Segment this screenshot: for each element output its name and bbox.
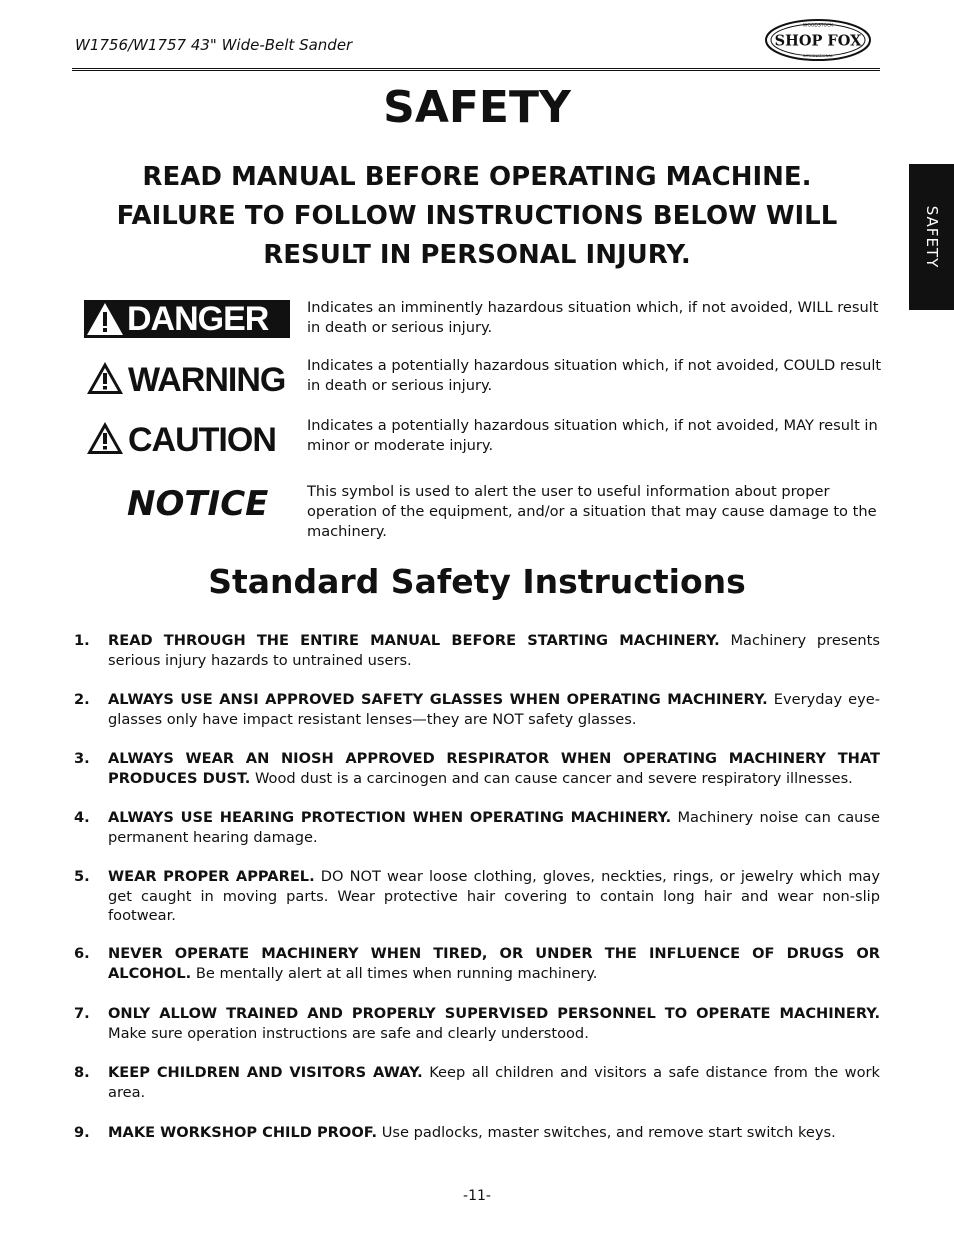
- notice-description: This symbol is used to alert the user to useful information about proper operation of the equipment, and/or a situation that may cause damage to the machinery.: [307, 483, 877, 540]
- instruction-lead: ALWAYS USE ANSI APPROVED SAFETY GLASSES WHEN OPERATING MACHINERY.: [108, 691, 768, 708]
- instruction-item: [74, 867, 880, 926]
- warning-description: Indicates a potentially hazardous situation which, if not avoided, COULD result in death or serious injury.: [307, 357, 882, 394]
- warning-line: FAILURE TO FOLLOW INSTRUCTIONS BELOW WILL: [116, 201, 838, 231]
- warning-line: RESULT IN PERSONAL INJURY.: [263, 240, 691, 270]
- instruction-text: Machinery presents serious injury hazards to untrained users.: [108, 632, 880, 669]
- instruction-text: Everyday eye-glasses only have impact resistant lenses—they are NOT safety glasses.: [108, 691, 881, 728]
- alert-triangle-icon: [85, 301, 125, 337]
- instruction-number: 4.: [74, 809, 90, 826]
- danger-signal-word: [84, 300, 294, 344]
- page-number: -11-: [463, 1188, 491, 1204]
- read-manual-warning: [60, 158, 894, 275]
- instruction-lead: WEAR PROPER APPAREL.: [108, 868, 315, 885]
- caution-signal-word: [84, 418, 294, 462]
- instruction-lead: KEEP CHILDREN AND VISITORS AWAY.: [108, 1064, 423, 1081]
- warning-label: WARNING: [128, 361, 286, 399]
- instruction-lead: ALWAYS USE HEARING PROTECTION WHEN OPERATING MACHINERY.: [108, 809, 672, 826]
- side-tab-label: SAFETY: [922, 205, 941, 269]
- instruction-text: Make sure operation instructions are safe and clearly understood.: [108, 1024, 589, 1042]
- instruction-number: 1.: [74, 632, 90, 649]
- notice-label: NOTICE: [127, 484, 269, 524]
- caution-description: Indicates a potentially hazardous situation which, if not avoided, MAY result in minor or moderate injury.: [307, 417, 878, 454]
- page-title: SAFETY: [383, 82, 571, 133]
- logo-text: SHOP FOX: [774, 32, 862, 50]
- instruction-number: 2.: [74, 691, 90, 708]
- danger-description: Indicates an imminently hazardous situation which, if not avoided, WILL result in death or serious injury.: [307, 299, 879, 336]
- instruction-lead: READ THROUGH THE ENTIRE MANUAL BEFORE STARTING MACHINERY.: [108, 632, 720, 649]
- instruction-lead: ALWAYS WEAR AN NIOSH APPROVED RESPIRATOR WHEN OPERATING MACHINERY THAT PRODUCES DUST.: [108, 750, 880, 787]
- header-divider: [72, 68, 880, 71]
- instruction-item: [74, 1063, 880, 1102]
- instruction-text: DO NOT wear loose clothing, gloves, neckties, rings, or jewelry which may get caught in moving parts. Wear protective hair covering to contain long hair and wear non-slip footwear.: [108, 868, 880, 924]
- instruction-item: [74, 944, 880, 983]
- alert-triangle-icon: [85, 360, 125, 396]
- instruction-number: 5.: [74, 868, 90, 885]
- section-title: Standard Safety Instructions: [208, 562, 746, 601]
- danger-label: DANGER: [127, 300, 269, 338]
- instruction-text: Wood dust is a carcinogen and can cause cancer and severe respiratory illnesses.: [254, 769, 853, 787]
- instruction-text: Keep all children and visitors a safe distance from the work area.: [108, 1064, 880, 1101]
- manual-model-title: W1756/W1757 43" Wide-Belt Sander: [75, 36, 353, 54]
- alert-triangle-icon: [85, 420, 125, 456]
- logo-top-text: WOODSTOCK: [802, 23, 834, 29]
- instruction-lead: MAKE WORKSHOP CHILD PROOF.: [108, 1124, 378, 1141]
- warning-signal-word: [84, 358, 294, 402]
- instruction-text: Machinery noise can cause permanent hearing damage.: [108, 809, 880, 846]
- instruction-number: 3.: [74, 750, 90, 767]
- instruction-item: [74, 749, 880, 788]
- instruction-item: [74, 1123, 880, 1143]
- instruction-number: 9.: [74, 1124, 90, 1141]
- section-side-tab: [909, 164, 954, 310]
- instruction-text: Use padlocks, master switches, and remove start switch keys.: [381, 1124, 836, 1141]
- caution-label: CAUTION: [128, 421, 276, 459]
- instruction-number: 8.: [74, 1064, 90, 1081]
- warning-line: READ MANUAL BEFORE OPERATING MACHINE.: [142, 162, 812, 192]
- instruction-lead: NEVER OPERATE MACHINERY WHEN TIRED, OR UNDER THE INFLUENCE OF DRUGS OR ALCOHOL.: [108, 945, 880, 982]
- logo-bottom-text: INTERNATIONAL: [802, 53, 834, 58]
- instruction-item: [74, 1004, 880, 1043]
- instruction-lead: ONLY ALLOW TRAINED AND PROPERLY SUPERVISED PERSONNEL TO OPERATE MACHINERY.: [108, 1005, 880, 1022]
- instruction-item: [74, 808, 880, 847]
- shop-fox-logo: [764, 18, 872, 62]
- instruction-item: [74, 690, 880, 729]
- instruction-number: 6.: [74, 945, 90, 962]
- instruction-number: 7.: [74, 1005, 90, 1022]
- danger-label-box: [84, 300, 290, 338]
- instruction-item: [74, 631, 880, 670]
- instruction-text: Be mentally alert at all times when running machinery.: [195, 964, 598, 982]
